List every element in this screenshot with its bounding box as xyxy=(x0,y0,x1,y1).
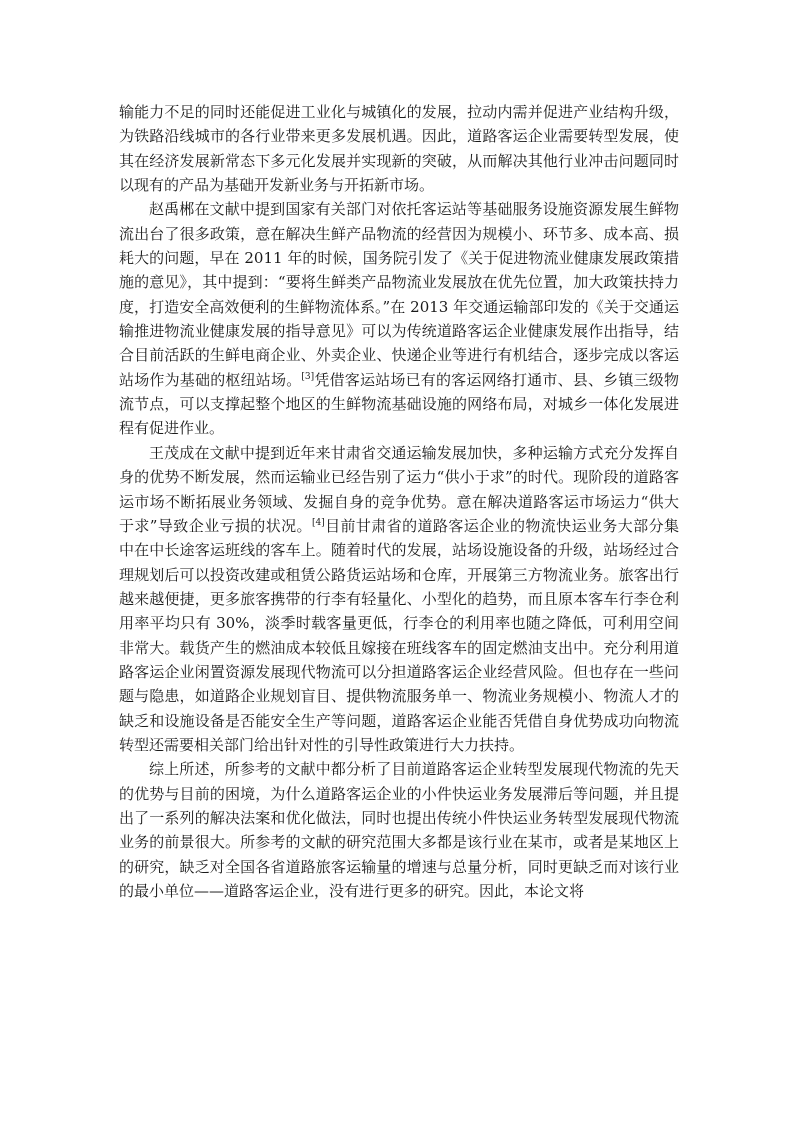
citation-marker: [3] xyxy=(301,371,315,382)
paragraph-zhao-yuchen xyxy=(119,197,679,440)
paragraph-text: 凭借客运站场已有的客运网络打通市、县、乡镇三级物流节点，可以支撑起整个地区的生鲜物流基础设施的网络布局，对城乡一体化发展进程有促进作业。 xyxy=(119,370,679,438)
paragraph-text: 输能力不足的同时还能促进工业化与城镇化的发展，拉动内需并促进产业结构升级，为铁路沿线城市的各行业带来更多发展机遇。因此，道路客运企业需要转型发展，使其在经济发展新常态下多元化发展并实现新的突破，从而解决其他行业冲击问题同时以现有的产品为基础开发新业务与开拓新市场。 xyxy=(119,103,679,195)
citation-marker: [4] xyxy=(311,517,325,528)
paragraph-continuation xyxy=(119,100,679,197)
body-text xyxy=(119,100,679,903)
paragraph-text: 综上所述，所参考的文献中都分析了目前道路客运企业转型发展现代物流的先天的优势与目前的困境，为什么道路客运企业的小件快运业务发展滞后等问题，并且提出了一系列的解决法案和优化做法，同时也提出传统小件快运业务转型发展现代物流业务的前景很大。所参考的文献的研究范围大多都是该行业在某市，或者是某地区上的研究，缺乏对全国各省道路旅客运输量的增速与总量分析，同时更缺乏而对该行业的最小单位——道路客运企业，没有进行更多的研究。因此，本论文将 xyxy=(119,760,679,900)
paragraph-summary xyxy=(119,757,679,903)
paragraph-wang-maocheng xyxy=(119,441,679,757)
paragraph-text: 王茂成在文献中提到近年来甘肃省交通运输发展加快，多种运输方式充分发挥自身的优势不断发展，然而运输业已经告别了运力“供小于求”的时代。现阶段的道路客运市场不断拓展业务领域、发掘自身的竞争优势。意在解决道路客运市场运力“供大于求”导致企业亏损的状况。 xyxy=(119,443,679,535)
paragraph-text: 赵禹郴在文献中提到国家有关部门对依托客运站等基础服务设施资源发展生鲜物流出台了很多政策，意在解决生鲜产品物流的经营因为规模小、环节多、成本高、损耗大的问题，早在 2011 年的时候，国务院引发了《关于促进物流业健康发展政策措施的意见》，其中提到：“要将生鲜类产品物流业发展放在优先位置，加大政策扶持力度，打造安全高效便利的生鲜物流体系。”在 2013 年交通运输部印发的《关于交通运输推进物流业健康发展的指导意见》可以为传统道路客运企业健康发展作出指导，结合目前活跃的生鲜电商企业、外卖企业、快递企业等进行有机结合，逐步完成以客运站场作为基础的枢纽站场。 xyxy=(119,200,679,389)
paragraph-text: 目前甘肃省的道路客运企业的物流快运业务大部分集中在中长途客运班线的客车上。随着时代的发展，站场设施设备的升级，站场经过合理规划后可以投资改建或租赁公路货运站场和仓库，开展第三方物流业务。旅客出行越来越便捷，更多旅客携带的行李有轻量化、小型化的趋势，而且原本客车行李仓利用率平均只有 30%，淡季时载客量更低，行李仓的利用率也随之降低，可利用空间非常大。载货产生的燃油成本较低且嫁接在班线客车的固定燃油支出中。充分利用道路客运企业闲置资源发展现代物流可以分担道路客运企业经营风险。但也存在一些问题与隐患，如道路企业规划盲目、提供物流服务单一、物流业务规模小、物流人才的缺乏和设施设备是否能安全生产等问题，道路客运企业能否凭借自身优势成功向物流转型还需要相关部门给出针对性的引导性政策进行大力扶持。 xyxy=(119,516,679,754)
